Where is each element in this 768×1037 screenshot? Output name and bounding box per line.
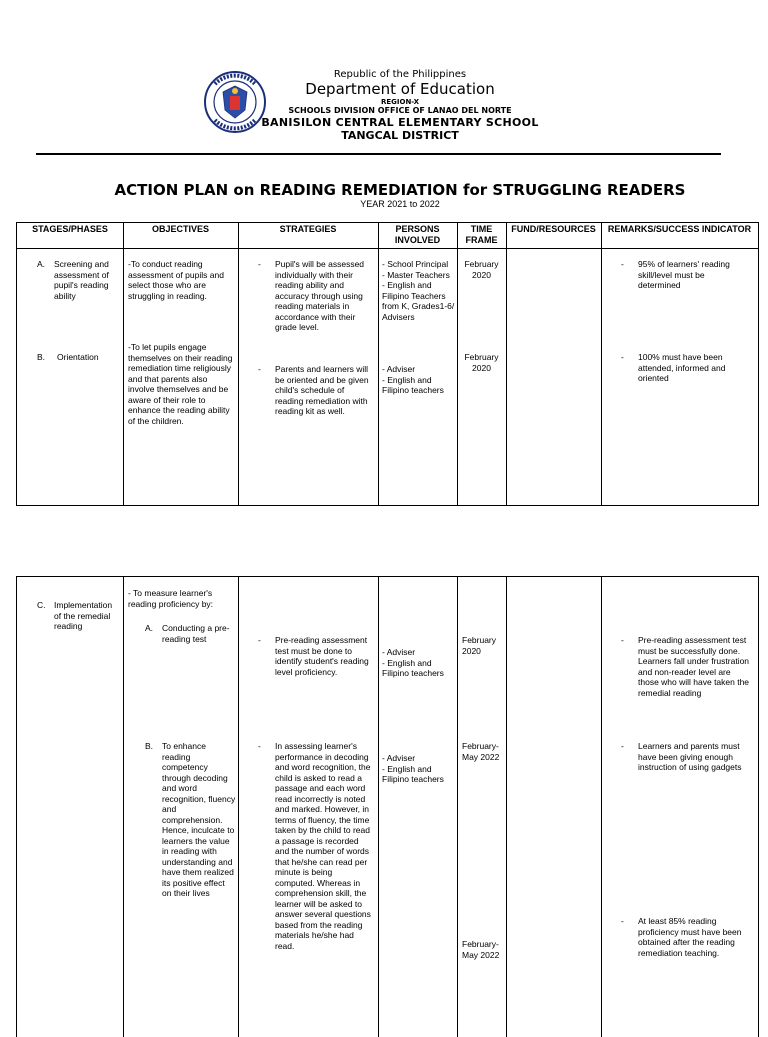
time-a: February 2020	[462, 635, 497, 656]
objective-b: -To let pupils engage themselves on their reading remediation time religiously and that parents also involve themselves and be aware of their role to enhance the reading ability of the children.	[128, 342, 233, 426]
column-divider	[238, 223, 239, 505]
time-b: February 2020	[464, 352, 499, 373]
header-fund: FUND/RESOURCES	[511, 224, 596, 234]
persons-b: - Adviser - English and Filipino teachers	[382, 753, 444, 784]
column-divider	[601, 223, 602, 505]
column-divider	[506, 577, 507, 1037]
remark-proficiency: At least 85% reading proficiency must have been obtained after the reading remediation teaching.	[638, 916, 742, 958]
persons-b: - Adviser - English and Filipino teachers	[382, 364, 444, 395]
header-objectives: OBJECTIVES	[151, 224, 209, 234]
remark-a-bullet: -	[621, 259, 624, 269]
stage-implementation: Implementation of the remedial reading	[54, 600, 113, 631]
remark-a-bullet: -	[621, 635, 624, 645]
department-name: Department of Education	[305, 80, 495, 98]
division-text: SCHOOLS DIVISION OFFICE OF LANAO DEL NORTE	[288, 106, 512, 115]
stage-c-marker: C.	[37, 600, 46, 610]
remark-a: 95% of learners' reading skill/level must be determined	[638, 259, 730, 290]
time-c: February-May 2022	[462, 939, 500, 960]
action-plan-table-2	[16, 576, 759, 1037]
header-persons: PERSONS INVOLVED	[394, 224, 441, 245]
school-name: BANISILON CENTRAL ELEMENTARY SCHOOL	[261, 116, 539, 129]
remark-gadgets: Learners and parents must have been giving enough instruction of using gadgets	[638, 741, 742, 772]
strategy-assessment: In assessing learner's performance in decoding and word recognition, the child is asked to read a passage and each word read incorrectly is noted and marked. However, in terms of fluency, the time taken by the child to read a passage is recorded and the number of words that he/she can read per minute is being computed. Whereas in comprehension skill, the learner will be asked to answer several questions based from the reading materials he/she had read.	[275, 741, 371, 951]
column-divider	[601, 577, 602, 1037]
school-year: YEAR 2021 to 2022	[360, 199, 440, 209]
objective-b-marker: B.	[145, 741, 154, 751]
objective-intro: - To measure learner's reading proficiency by:	[128, 588, 214, 609]
remark-c-bullet: -	[621, 916, 624, 926]
header-remarks: REMARKS/SUCCESS INDICATOR	[607, 224, 752, 234]
column-divider	[378, 223, 379, 505]
objective-enhance-reading: To enhance reading competency through decoding and word recognition, fluency and comprehension. Hence, inculcate to learners the value in reading with understanding and have them realized its positive effect on their lives	[162, 741, 236, 898]
time-b: February-May 2022	[462, 741, 500, 762]
header-time: TIME FRAME	[465, 224, 498, 245]
strategy-b: Parents and learners will be oriented and be given child's schedule of reading remediation with reading kit as well.	[275, 364, 369, 416]
column-divider	[457, 577, 458, 1037]
stage-a-marker: A.	[37, 259, 46, 269]
objective-a-marker: A.	[145, 623, 154, 633]
header-strategies: STRATEGIES	[279, 224, 337, 234]
remark-b-bullet: -	[621, 352, 624, 362]
column-divider	[506, 223, 507, 505]
strategy-a-bullet: -	[258, 635, 261, 645]
remark-b-bullet: -	[621, 741, 624, 751]
remark-pre-reading: Pre-reading assessment test must be successfully done. Learners fall under frustration and non-reader level are those who will have taken the remedial reading	[638, 635, 750, 698]
objective-pre-reading: Conducting a pre-reading test	[162, 623, 230, 644]
document-title: ACTION PLAN on READING REMEDIATION for STRUGGLING READERS	[114, 181, 686, 199]
remark-b: 100% must have been attended, informed and oriented	[638, 352, 726, 383]
persons-a: - Adviser - English and Filipino teachers	[382, 647, 444, 678]
strategy-a-bullet: -	[258, 259, 261, 269]
time-a: February 2020	[464, 259, 499, 280]
objective-a: -To conduct reading assessment of pupils and select those who are struggling in reading.	[128, 259, 224, 301]
strategy-b-bullet: -	[258, 364, 261, 374]
republic-text: Republic of the Philippines	[333, 69, 467, 80]
column-divider	[123, 223, 124, 505]
strategy-pre-reading: Pre-reading assessment test must be done to identify student's reading level proficiency.	[275, 635, 369, 677]
strategy-a: Pupil's will be assessed individually with their reading ability and accuracy through using reading materials in accordance with their grade level.	[275, 259, 365, 332]
column-divider	[238, 577, 239, 1037]
column-divider	[378, 577, 379, 1037]
strategy-b-bullet: -	[258, 741, 261, 751]
region-text: REGION-X	[380, 98, 420, 106]
district-text: TANGCAL DISTRICT	[341, 129, 459, 142]
header-stages: STAGES/PHASES	[32, 224, 108, 234]
header-row-divider	[17, 248, 758, 249]
stage-b-marker: B.	[37, 352, 46, 362]
stage-orientation: Orientation	[57, 352, 99, 362]
persons-a: - School Principal - Master Teachers - English and Filipino Teachers from K, Grades1-6/ Advisers	[382, 259, 455, 322]
stage-screening: Screening and assessment of pupil's reading ability	[54, 259, 109, 301]
header-divider	[36, 153, 721, 155]
column-divider	[123, 577, 124, 1037]
action-plan-table-1	[16, 222, 759, 506]
